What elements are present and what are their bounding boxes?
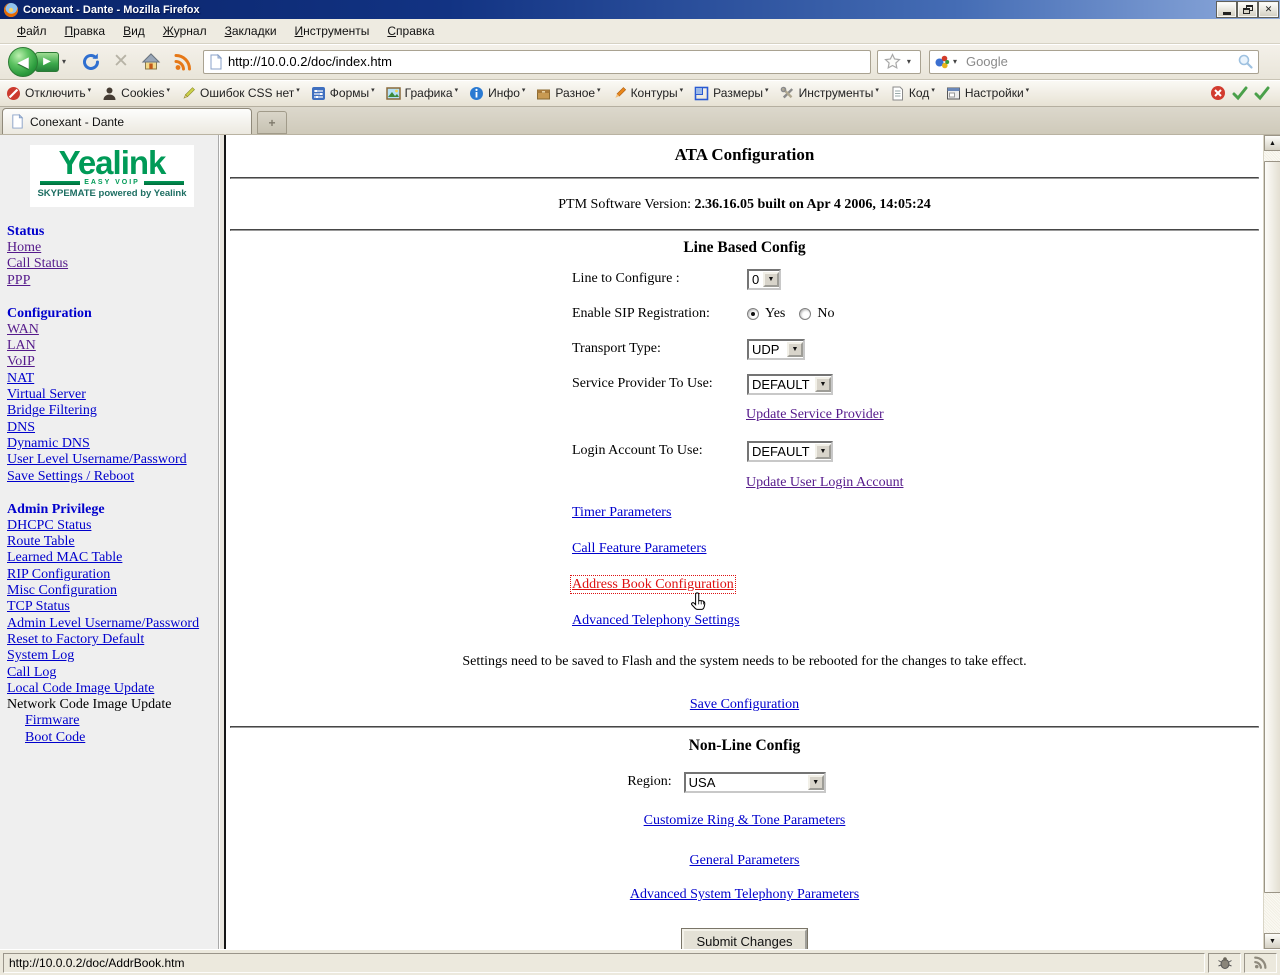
images-icon [386, 86, 401, 101]
sidebar-link-dynamic-dns[interactable]: Dynamic DNS [7, 435, 90, 451]
menu-file[interactable]: Файл [17, 24, 47, 38]
sip-registration-row [572, 303, 1263, 325]
logo-tagline-text: EASY VOIP [40, 179, 184, 186]
save-notice-text: Settings need to be saved to Flash and the system needs to be rebooted for the changes to take effect. [462, 654, 1027, 669]
reload-button[interactable] [81, 52, 101, 72]
transport-select[interactable]: UDP ▼ [747, 339, 805, 360]
login-account-select[interactable]: DEFAULT ▼ [747, 441, 833, 462]
restore-button[interactable] [1238, 2, 1257, 17]
save-configuration-link[interactable]: Save Configuration [689, 697, 800, 712]
back-button[interactable] [8, 47, 38, 77]
sidebar-link-dhcpc-status[interactable]: DHCPC Status [7, 517, 92, 533]
menu-tools[interactable]: Инструменты [294, 24, 370, 38]
devbar-options-menu[interactable]: Настройки ▾ [946, 86, 1029, 101]
timer-parameters-link[interactable]: Timer Parameters [572, 505, 672, 520]
sidebar-link-home[interactable]: Home [7, 240, 42, 255]
region-select[interactable]: USA ▼ [684, 772, 826, 793]
sidebar-link-voip[interactable]: VoIP [7, 354, 35, 370]
menu-bookmarks[interactable]: Закладки [224, 24, 277, 38]
sidebar-link-rip-configuration[interactable]: RIP Configuration [7, 566, 111, 582]
main-scrollbar[interactable] [1263, 135, 1280, 949]
extension-bug-icon [1217, 956, 1233, 970]
code-icon [890, 86, 905, 101]
dropdown-arrow-icon: ▼ [787, 342, 803, 357]
general-parameters-link[interactable]: General Parameters [689, 853, 800, 868]
scroll-down-button[interactable]: ▼ [1264, 933, 1280, 949]
sidebar-item-network-code-image-update: Network Code Image Update [7, 697, 172, 713]
line-to-configure-label: Line to Configure : [572, 271, 680, 286]
close-button[interactable] [1259, 2, 1278, 17]
tools-icon [780, 86, 795, 101]
sip-yes-label: Yes [765, 306, 786, 321]
sidebar-link-learned-mac-table[interactable]: Learned MAC Table [7, 550, 123, 566]
devbar-tools-menu[interactable]: Инструменты ▾ [780, 86, 879, 101]
sidebar-link-call-log[interactable]: Call Log [7, 664, 57, 680]
logo-subtitle-text: SKYPEMATE powered by Yealink [37, 188, 187, 199]
menu-history[interactable]: Журнал [162, 24, 207, 38]
page-icon [208, 54, 224, 70]
forms-icon [311, 86, 326, 101]
minimize-button[interactable] [1217, 2, 1236, 17]
sidebar-link-wan[interactable]: WAN [7, 321, 39, 337]
feed-status-panel[interactable] [1244, 953, 1277, 973]
devbar-outline-menu[interactable]: Контуры ▾ [612, 86, 684, 101]
login-account-label: Login Account To Use: [572, 443, 703, 458]
tab-bar [0, 107, 1280, 135]
menu-help[interactable]: Справка [387, 24, 435, 38]
devbar-disable-menu[interactable]: Отключить ▾ [6, 86, 91, 101]
sidebar-link-save-settings-reboot[interactable]: Save Settings / Reboot [7, 468, 135, 484]
web-developer-toolbar [0, 80, 1280, 107]
sidebar-link-local-code-image-update[interactable]: Local Code Image Update [7, 680, 155, 696]
restore-icon [1243, 5, 1253, 14]
advanced-system-telephony-link[interactable]: Advanced System Telephony Parameters [629, 887, 860, 902]
sidebar-link-nat[interactable]: NAT [7, 370, 35, 386]
yealink-logo [30, 145, 194, 207]
info-icon [469, 86, 484, 101]
search-input[interactable] [964, 53, 1237, 70]
update-service-provider-link[interactable]: Update Service Provider [746, 407, 884, 422]
url-bar[interactable] [203, 50, 871, 74]
valid-html-check-icon[interactable] [1254, 85, 1270, 101]
menu-bar [0, 19, 1280, 44]
sidebar-link-firmware[interactable]: Firmware [25, 713, 80, 729]
disable-icon [6, 86, 21, 101]
sidebar-heading-admin-privilege: Admin Privilege [7, 501, 105, 517]
devbar-images-menu[interactable]: Графика ▾ [386, 86, 458, 101]
devbar-css-errors-menu[interactable]: Ошибок CSS нет ▾ [181, 86, 300, 101]
divider [230, 177, 1259, 179]
line-based-config-heading: Line Based Config [683, 239, 806, 256]
forward-button[interactable] [35, 52, 59, 72]
sidebar-heading-status: Status [7, 224, 45, 239]
sidebar-link-route-table[interactable]: Route Table [7, 534, 75, 550]
reload-icon [81, 52, 101, 72]
tab-label: Conexant - Dante [30, 114, 125, 129]
cookies-icon [102, 86, 117, 101]
close-icon: ✕ [1264, 4, 1273, 14]
devbar-cookies-menu[interactable]: Cookies ▾ [102, 86, 170, 101]
line-to-configure-row [572, 268, 1263, 290]
outline-marker-icon [612, 86, 627, 101]
devbar-forms-menu[interactable]: Формы ▾ [311, 86, 375, 101]
css-pencil-icon [181, 86, 196, 101]
region-label: Region: [627, 774, 672, 789]
update-user-login-account-link[interactable]: Update User Login Account [746, 475, 904, 490]
star-icon [884, 53, 901, 70]
sidebar-link-misc-configuration[interactable]: Misc Configuration [7, 583, 118, 599]
sidebar-link-reset-factory-default[interactable]: Reset to Factory Default [7, 631, 145, 647]
sidebar-link-user-level-password[interactable]: User Level Username/Password [7, 452, 187, 468]
sidebar-link-boot-code[interactable]: Boot Code [25, 729, 86, 745]
dropdown-arrow-icon: ▼ [815, 444, 831, 459]
status-link-target: http://10.0.0.2/doc/AddrBook.htm [3, 953, 1205, 973]
minimize-icon [1223, 12, 1231, 15]
misc-icon [536, 86, 551, 101]
extension-bug-panel[interactable] [1208, 953, 1241, 973]
customize-ring-tone-link[interactable]: Customize Ring & Tone Parameters [643, 813, 846, 828]
search-engine-dropdown-icon[interactable]: ▾ [952, 57, 957, 66]
line-select[interactable]: 0 ▼ [747, 269, 781, 290]
sidebar-link-bridge-filtering[interactable]: Bridge Filtering [7, 403, 97, 419]
search-bar[interactable] [929, 50, 1259, 74]
sip-yes-radio[interactable] [747, 308, 759, 320]
resize-icon [694, 86, 709, 101]
devbar-code-menu[interactable]: Код ▾ [890, 86, 935, 101]
logo-brand-text: Yealink [58, 144, 166, 181]
address-book-configuration-link[interactable]: Address Book Configuration [572, 577, 734, 592]
software-version-value: 2.36.16.05 built on Apr 4 2006, 14:05:24 [694, 197, 931, 212]
advanced-telephony-settings-link[interactable]: Advanced Telephony Settings [572, 613, 740, 628]
sidebar-heading-configuration: Configuration [7, 305, 92, 321]
menu-view[interactable]: Вид [123, 24, 145, 38]
valid-css-check-icon[interactable] [1232, 85, 1248, 101]
navigation-toolbar [0, 44, 1280, 80]
sidebar-link-call-status[interactable]: Call Status [7, 256, 69, 272]
divider [230, 726, 1259, 728]
search-magnifier-icon[interactable] [1237, 53, 1254, 70]
back-arrow-icon: ◀ [17, 53, 29, 71]
forward-arrow-icon: ▶ [43, 56, 51, 67]
google-engine-icon [934, 54, 950, 70]
submit-changes-button[interactable]: Submit Changes [682, 929, 806, 949]
sip-registration-label: Enable SIP Registration: [572, 306, 710, 321]
status-bar [0, 949, 1280, 975]
tab-conexant-dante[interactable] [2, 108, 252, 134]
frame-border[interactable] [218, 135, 226, 949]
sidebar-link-virtual-server[interactable]: Virtual Server [7, 387, 86, 403]
new-tab-button[interactable]: + [257, 111, 287, 134]
software-version-line: PTM Software Version: 2.36.16.05 built on Apr 4 2006, 14:05:24 [558, 197, 931, 212]
login-account-row [572, 440, 1263, 462]
stop-button[interactable]: ✕ [113, 50, 129, 72]
service-provider-row [572, 373, 1263, 395]
dropdown-arrow-icon: ▼ [763, 272, 779, 287]
non-line-config-heading: Non-Line Config [688, 737, 801, 754]
rss-icon [173, 52, 193, 72]
scroll-up-button[interactable]: ▲ [1264, 135, 1280, 151]
page-title: ATA Configuration [674, 145, 815, 164]
dropdown-arrow-icon: ▼ [808, 775, 824, 790]
sidebar-link-ppp[interactable]: PPP [7, 272, 31, 288]
sidebar-link-dns[interactable]: DNS [7, 419, 36, 435]
scroll-thumb[interactable] [1264, 161, 1280, 893]
bookmark-star-button[interactable] [877, 50, 921, 74]
history-dropdown-button[interactable]: ▾ [62, 57, 67, 66]
error-indicator-icon[interactable] [1210, 85, 1226, 101]
service-provider-label: Service Provider To Use: [572, 376, 713, 391]
devbar-info-menu[interactable]: Инфо ▾ [469, 86, 525, 101]
transport-type-label: Transport Type: [572, 341, 661, 356]
navigation-frame [0, 135, 218, 949]
sip-no-label: No [817, 306, 835, 321]
devbar-misc-menu[interactable]: Разное ▾ [536, 86, 600, 101]
bookmark-dropdown-icon: ▾ [906, 57, 911, 66]
dropdown-arrow-icon: ▼ [815, 377, 831, 392]
main-frame [226, 135, 1263, 949]
divider [230, 229, 1259, 231]
sidebar-link-tcp-status[interactable]: TCP Status [7, 599, 70, 615]
rss-feed-button[interactable] [173, 52, 193, 72]
sip-no-radio[interactable] [799, 308, 811, 320]
sidebar-link-system-log[interactable]: System Log [7, 648, 75, 664]
firefox-app-icon [3, 2, 19, 18]
window-titlebar [0, 0, 1280, 19]
sidebar-link-lan[interactable]: LAN [7, 338, 36, 354]
options-icon [946, 86, 961, 101]
call-feature-parameters-link[interactable]: Call Feature Parameters [572, 541, 707, 556]
sidebar-link-admin-level-password[interactable]: Admin Level Username/Password [7, 615, 200, 631]
rss-status-icon [1253, 955, 1268, 970]
transport-type-row [572, 338, 1263, 360]
menu-edit[interactable]: Правка [64, 24, 106, 38]
tab-page-icon [10, 114, 25, 129]
region-row [226, 771, 1245, 793]
service-provider-select[interactable]: DEFAULT ▼ [747, 374, 833, 395]
home-icon [141, 52, 161, 72]
window-title: Conexant - Dante - Mozilla Firefox [23, 3, 200, 16]
devbar-resize-menu[interactable]: Размеры ▾ [694, 86, 768, 101]
browser-content [0, 135, 1280, 949]
home-button[interactable] [141, 52, 161, 72]
url-input[interactable] [228, 54, 866, 69]
